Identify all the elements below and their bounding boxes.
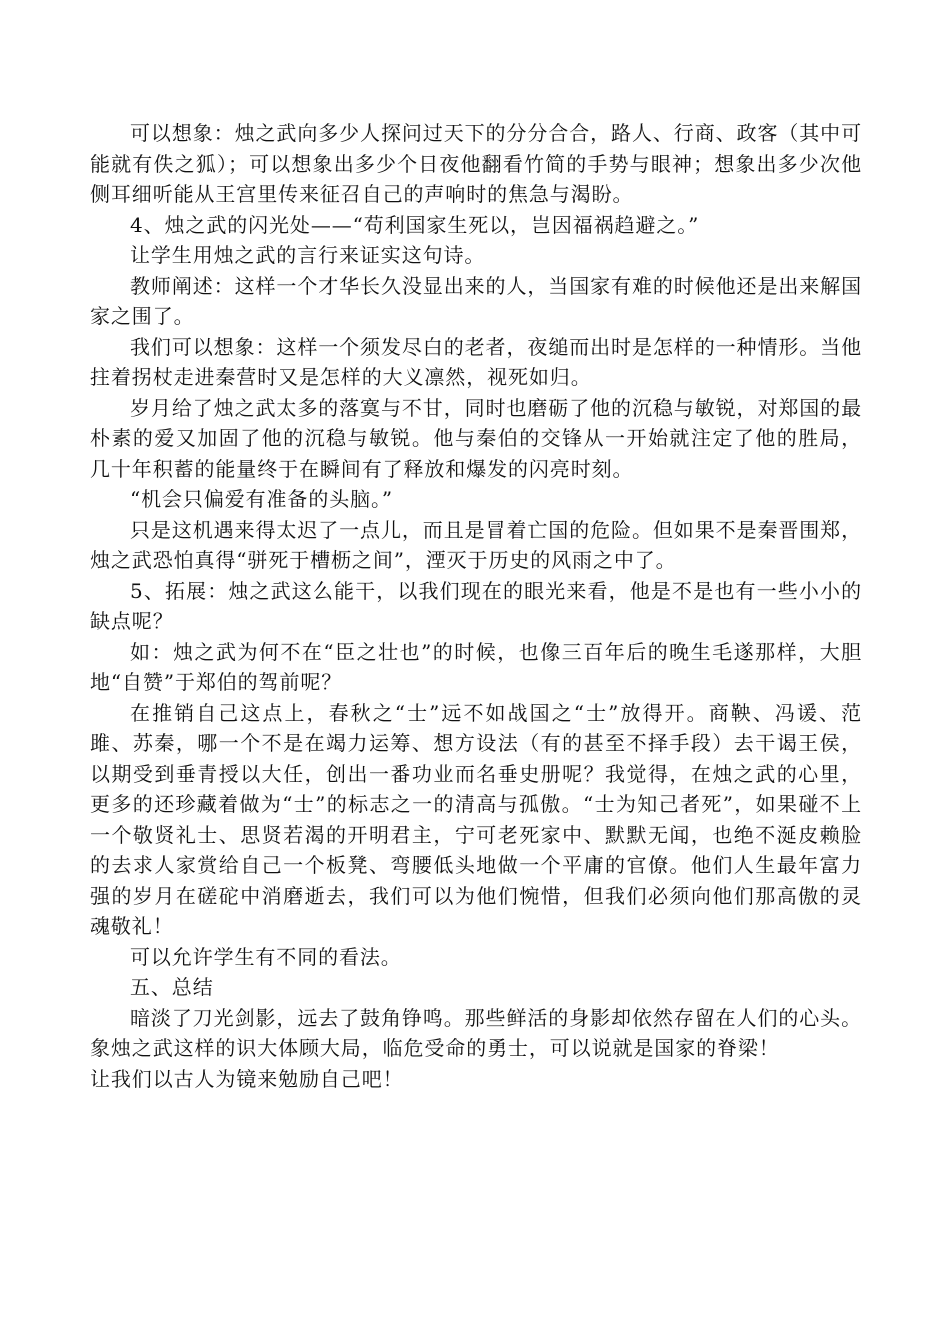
paragraph-closing-line: 让我们以古人为镜来勉励自己吧！ xyxy=(90,1066,404,1091)
paragraph-late-opportunity: 只是这机遇来得太迟了一点儿，而且是冒着亡国的危险。但如果不是秦晋围郑，烛之武恐怕真得“骈死于槽枥之间”，湮灭于历史的风雨之中了。 xyxy=(90,517,862,572)
paragraph-imagination: 可以想象：烛之武向多少人探问过天下的分分合合，路人、行商、政客（其中可能就有佚之狐）；可以想象出多少个日夜他翻看竹简的手势与眼神；想象出多少次他侧耳细听能从王宫里传来征召自己的声响时的焦急与渴盼。 xyxy=(90,121,862,206)
paragraph-student-task: 让学生用烛之武的言行来证实这句诗。 xyxy=(130,243,486,267)
paragraph-example: 如：烛之武为何不在“臣之壮也”的时候，也像三百年后的晚生毛遂那样，大胆地“自赞”于郑伯的驾前呢？ xyxy=(90,639,862,694)
document-body xyxy=(90,118,862,1094)
paragraph-teacher-explanation: 教师阐述：这样一个才华长久没显出来的人，当国家有难的时候他还是出来解国家之围了。 xyxy=(90,273,862,328)
section-heading-summary: 五、总结 xyxy=(130,975,214,999)
paragraph-quote-opportunity: “机会只偏爱有准备的头脑。” xyxy=(130,487,394,511)
paragraph-old-man: 我们可以想象：这样一个须发尽白的老者，夜缒而出时是怎样的一种情形。当他拄着拐杖走进秦营时又是怎样的大义凛然，视死如归。 xyxy=(90,334,862,389)
paragraph-different-views: 可以允许学生有不同的看法。 xyxy=(130,944,402,969)
paragraph-highlight-heading: 4、烛之武的闪光处——“苟利国家生死以，岂因福祸趋避之。” xyxy=(130,212,700,237)
paragraph-extension-heading: 5、拓展：烛之武这么能干，以我们现在的眼光来看，他是不是也有一些小小的缺点呢？ xyxy=(90,578,862,633)
paragraph-years: 岁月给了烛之武太多的落寞与不甘，同时也磨砺了他的沉稳与敏锐，对郑国的最朴素的爱又加固了他的沉稳与敏锐。他与秦伯的交锋从一开始就注定了他的胜局，几十年积蓄的能量终于在瞬间有了释放和爆发的闪亮时刻。 xyxy=(90,395,862,481)
paragraph-summary: 暗淡了刀光剑影，远去了鼓角铮鸣。那些鲜活的身影却依然存留在人们的心头。象烛之武这样的识大体顾大局，临危受命的勇士，可以说就是国家的脊梁！ xyxy=(90,1005,862,1060)
paragraph-self-promotion: 在推销自己这点上，春秋之“士”远不如战国之“士”放得开。商鞅、冯谖、范雎、苏秦，哪一个不是在竭力运筹、想方设法（有的甚至不择手段）去干谒王侯，以期受到垂青授以大任，创出一番功业而名垂史册呢？我觉得，在烛之武的心里，更多的还珍藏着做为“士”的标志之一的清高与孤傲。“士为知己者死”，如果碰不上一个敬贤礼士、思贤若渴的开明君主，宁可老死家中、默默无闻，也绝不涎皮赖脸的去求人家赏给自己一个板凳、弯腰低头地做一个平庸的官僚。他们人生最年富力强的岁月在磋砣中消磨逝去，我们可以为他们惋惜，但我们必须向他们那高傲的灵魂敬礼！ xyxy=(90,700,862,938)
